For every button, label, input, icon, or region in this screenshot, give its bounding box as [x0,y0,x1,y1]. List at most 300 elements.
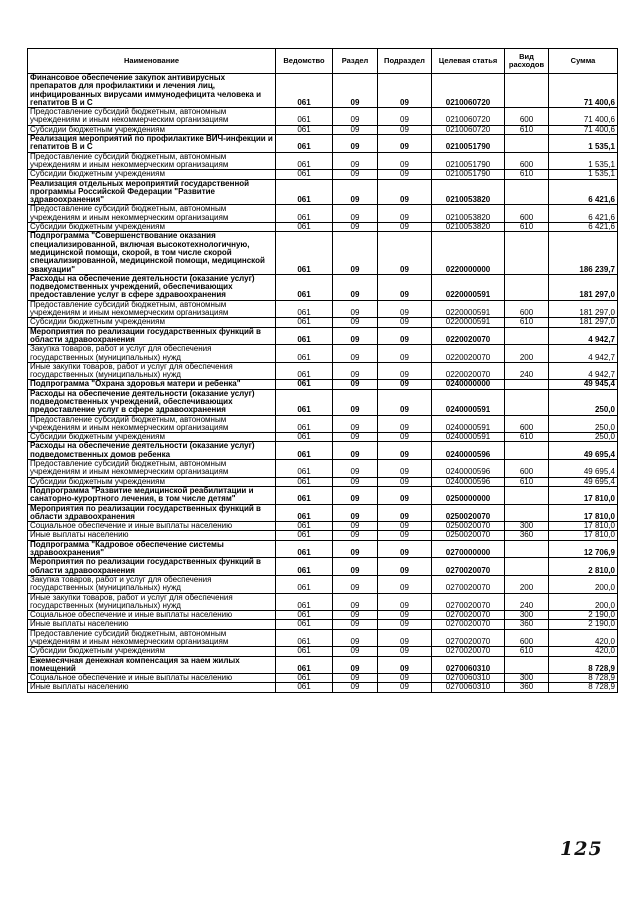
row-subsection: 09 [378,152,432,170]
row-ministry: 061 [276,593,333,611]
row-subsection: 09 [378,108,432,126]
row-name: Иные закупки товаров, работ и услуг для обеспечения государственных (муниципальных) нужд [28,362,276,380]
row-target: 0250020070 [432,504,505,522]
row-subsection: 09 [378,345,432,363]
table-row [28,415,618,433]
row-name: Иные выплаты населению [28,683,276,692]
row-name: Закупка товаров, работ и услуг для обеспечения государственных (муниципальных) нужд [28,345,276,363]
row-target: 0210053820 [432,223,505,232]
table-row [28,327,618,345]
row-name: Субсидии бюджетным учреждениям [28,433,276,442]
row-name: Мероприятия по реализации государственных функций в области здравоохранения [28,504,276,522]
table-row [28,486,618,504]
row-ministry: 061 [276,575,333,593]
row-subsection: 09 [378,433,432,442]
row-section: 09 [333,442,378,460]
row-amount: 420,0 [549,629,618,647]
row-ministry: 061 [276,380,333,389]
table-row [28,460,618,478]
row-target: 0220000000 [432,232,505,274]
row-amount: 71 400,6 [549,74,618,108]
row-section: 09 [333,477,378,486]
table-row [28,274,618,300]
row-subsection: 09 [378,179,432,205]
row-amount: 2 810,0 [549,558,618,576]
row-expense-type: 600 [505,629,549,647]
row-amount: 12 706,9 [549,540,618,558]
row-section: 09 [333,674,378,683]
row-section: 09 [333,232,378,274]
row-subsection: 09 [378,415,432,433]
table-row [28,389,618,415]
row-amount: 200,0 [549,575,618,593]
table-row [28,629,618,647]
row-ministry: 061 [276,531,333,540]
row-expense-type: 240 [505,593,549,611]
row-subsection: 09 [378,362,432,380]
row-expense-type: 240 [505,362,549,380]
row-section: 09 [333,223,378,232]
row-name: Закупка товаров, работ и услуг для обеспечения государственных (муниципальных) нужд [28,575,276,593]
row-subsection: 09 [378,223,432,232]
table-row [28,575,618,593]
row-expense-type [505,135,549,153]
row-amount: 8 728,9 [549,656,618,674]
row-amount: 6 421,6 [549,223,618,232]
row-section: 09 [333,522,378,531]
row-subsection: 09 [378,274,432,300]
row-target: 0270060310 [432,674,505,683]
row-ministry: 061 [276,327,333,345]
row-ministry: 061 [276,179,333,205]
row-amount: 2 190,0 [549,620,618,629]
row-expense-type [505,442,549,460]
row-section: 09 [333,108,378,126]
row-name: Предоставление субсидий бюджетным, автономным учреждениям и иным некоммерческим организациям [28,108,276,126]
row-subsection: 09 [378,486,432,504]
row-subsection: 09 [378,477,432,486]
row-subsection: 09 [378,135,432,153]
row-expense-type: 610 [505,477,549,486]
row-target: 0270020070 [432,575,505,593]
row-subsection: 09 [378,522,432,531]
row-subsection: 09 [378,460,432,478]
row-section: 09 [333,647,378,656]
row-section: 09 [333,656,378,674]
row-expense-type: 600 [505,460,549,478]
row-amount: 1 535,1 [549,152,618,170]
row-name: Социальное обеспечение и иные выплаты населению [28,674,276,683]
row-expense-type [505,540,549,558]
row-section: 09 [333,135,378,153]
row-amount: 2 190,0 [549,611,618,620]
row-expense-type: 600 [505,205,549,223]
row-expense-type: 360 [505,531,549,540]
row-ministry: 061 [276,656,333,674]
row-name: Расходы на обеспечение деятельности (оказание услуг) подведомственных учреждений, обеспечивающих предоставление услуг в сфере здравоохранения [28,274,276,300]
row-expense-type [505,380,549,389]
row-subsection: 09 [378,593,432,611]
header-ministry: Ведомство [276,49,333,74]
row-target: 0220000591 [432,274,505,300]
row-ministry: 061 [276,274,333,300]
row-subsection: 09 [378,647,432,656]
table-row [28,345,618,363]
row-amount: 181 297,0 [549,300,618,318]
row-ministry: 061 [276,232,333,274]
table-row [28,232,618,274]
row-target: 0210051790 [432,135,505,153]
row-subsection: 09 [378,318,432,327]
row-target: 0210060720 [432,125,505,134]
row-expense-type [505,486,549,504]
row-target: 0270020070 [432,629,505,647]
row-subsection: 09 [378,674,432,683]
table-row [28,683,618,692]
row-subsection: 09 [378,380,432,389]
row-name: Реализация отдельных мероприятий государственной программы Российской Федерации "Развитие здравоохранения" [28,179,276,205]
table-row [28,522,618,531]
header-section: Раздел [333,49,378,74]
row-section: 09 [333,504,378,522]
table-row [28,477,618,486]
table-row [28,318,618,327]
row-section: 09 [333,558,378,576]
row-subsection: 09 [378,540,432,558]
row-expense-type [505,656,549,674]
row-name: Финансовое обеспечение закупок антивирусных препаратов для профилактики и лечения лиц, инфицированных вирусами иммунодефицита человека и гепатитов B и C [28,74,276,108]
row-section: 09 [333,593,378,611]
page-number: 125 [560,838,603,860]
row-target: 0240000591 [432,415,505,433]
row-expense-type: 610 [505,433,549,442]
row-section: 09 [333,300,378,318]
row-amount: 250,0 [549,433,618,442]
row-subsection: 09 [378,558,432,576]
row-target: 0220020070 [432,345,505,363]
table-row [28,179,618,205]
row-subsection: 09 [378,611,432,620]
row-ministry: 061 [276,389,333,415]
row-target: 0210053820 [432,205,505,223]
row-expense-type [505,74,549,108]
row-amount: 17 810,0 [549,522,618,531]
table-row [28,74,618,108]
row-section: 09 [333,362,378,380]
table-row [28,647,618,656]
row-name: Социальное обеспечение и иные выплаты населению [28,522,276,531]
row-target: 0270020070 [432,558,505,576]
row-target: 0270000000 [432,540,505,558]
row-section: 09 [333,327,378,345]
row-target: 0240000000 [432,380,505,389]
row-section: 09 [333,170,378,179]
row-section: 09 [333,179,378,205]
row-subsection: 09 [378,442,432,460]
row-expense-type: 610 [505,125,549,134]
row-expense-type: 610 [505,223,549,232]
table-row [28,152,618,170]
header-subsection: Подраздел [378,49,432,74]
row-section: 09 [333,486,378,504]
row-subsection: 09 [378,620,432,629]
row-amount: 186 239,7 [549,232,618,274]
row-ministry: 061 [276,477,333,486]
row-target: 0240000591 [432,389,505,415]
row-amount: 181 297,0 [549,318,618,327]
table-row [28,125,618,134]
row-expense-type: 360 [505,620,549,629]
row-ministry: 061 [276,345,333,363]
row-name: Мероприятия по реализации государственных функций в области здравоохранения [28,327,276,345]
row-subsection: 09 [378,683,432,692]
row-ministry: 061 [276,504,333,522]
table-row [28,380,618,389]
row-expense-type: 300 [505,674,549,683]
row-section: 09 [333,345,378,363]
row-expense-type: 360 [505,683,549,692]
row-target: 0220020070 [432,362,505,380]
header-name: Наименование [28,49,276,74]
row-amount: 6 421,6 [549,205,618,223]
row-expense-type [505,504,549,522]
row-expense-type: 600 [505,415,549,433]
row-amount: 71 400,6 [549,108,618,126]
row-section: 09 [333,629,378,647]
row-ministry: 061 [276,108,333,126]
row-amount: 49 945,4 [549,380,618,389]
row-ministry: 061 [276,135,333,153]
row-name: Субсидии бюджетным учреждениям [28,477,276,486]
table-row [28,593,618,611]
row-amount: 6 421,6 [549,179,618,205]
row-target: 0250020070 [432,522,505,531]
row-name: Подпрограмма "Охрана здоровья матери и ребенка" [28,380,276,389]
row-target: 0210060720 [432,108,505,126]
row-target: 0270020070 [432,611,505,620]
row-ministry: 061 [276,558,333,576]
row-ministry: 061 [276,318,333,327]
row-name: Иные закупки товаров, работ и услуг для обеспечения государственных (муниципальных) нужд [28,593,276,611]
row-section: 09 [333,205,378,223]
row-amount: 250,0 [549,415,618,433]
table-row [28,674,618,683]
row-section: 09 [333,620,378,629]
row-name: Ежемесячная денежная компенсация за наем жилых помещений [28,656,276,674]
row-ministry: 061 [276,170,333,179]
row-expense-type: 610 [505,318,549,327]
row-name: Предоставление субсидий бюджетным, автономным учреждениям и иным некоммерческим организациям [28,300,276,318]
row-amount: 4 942,7 [549,362,618,380]
row-ministry: 061 [276,300,333,318]
row-amount: 1 535,1 [549,170,618,179]
row-target: 0270020070 [432,620,505,629]
row-name: Иные выплаты населению [28,620,276,629]
row-name: Иные выплаты населению [28,531,276,540]
row-expense-type [505,232,549,274]
row-name: Предоставление субсидий бюджетным, автономным учреждениям и иным некоммерческим организациям [28,629,276,647]
row-target: 0240000596 [432,442,505,460]
row-subsection: 09 [378,504,432,522]
row-subsection: 09 [378,531,432,540]
row-amount: 71 400,6 [549,125,618,134]
row-expense-type [505,558,549,576]
row-section: 09 [333,415,378,433]
row-section: 09 [333,460,378,478]
table-row [28,656,618,674]
row-target: 0210053820 [432,179,505,205]
row-name: Предоставление субсидий бюджетным, автономным учреждениям и иным некоммерческим организациям [28,460,276,478]
row-expense-type: 200 [505,345,549,363]
row-subsection: 09 [378,327,432,345]
table-row [28,620,618,629]
row-amount: 17 810,0 [549,531,618,540]
row-name: Расходы на обеспечение деятельности (оказание услуг) подведомственных учреждений, обеспечивающих предоставление услуг в сфере здравоохранения [28,389,276,415]
row-section: 09 [333,380,378,389]
row-expense-type: 600 [505,108,549,126]
table-row [28,504,618,522]
table-row [28,611,618,620]
row-ministry: 061 [276,415,333,433]
row-name: Подпрограмма "Совершенствование оказания специализированной, включая высокотехнологичную, медицинской помощи, скорой, в том числе скорой специализированной, медицинской помощи, медицинской эвакуации" [28,232,276,274]
row-amount: 4 942,7 [549,345,618,363]
row-name: Субсидии бюджетным учреждениям [28,223,276,232]
row-expense-type: 200 [505,575,549,593]
row-amount: 1 535,1 [549,135,618,153]
row-name: Субсидии бюджетным учреждениям [28,647,276,656]
row-amount: 200,0 [549,593,618,611]
table-row [28,433,618,442]
row-target: 0210060720 [432,74,505,108]
table-row [28,531,618,540]
table-row [28,223,618,232]
row-ministry: 061 [276,205,333,223]
row-section: 09 [333,575,378,593]
row-amount: 8 728,9 [549,674,618,683]
row-expense-type [505,327,549,345]
row-ministry: 061 [276,152,333,170]
row-name: Субсидии бюджетным учреждениям [28,170,276,179]
row-ministry: 061 [276,433,333,442]
row-name: Субсидии бюджетным учреждениям [28,318,276,327]
table-row [28,108,618,126]
row-ministry: 061 [276,362,333,380]
row-ministry: 061 [276,683,333,692]
row-target: 0250000000 [432,486,505,504]
row-target: 0250020070 [432,531,505,540]
row-ministry: 061 [276,74,333,108]
row-amount: 49 695,4 [549,442,618,460]
row-expense-type [505,274,549,300]
row-section: 09 [333,74,378,108]
row-name: Расходы на обеспечение деятельности (оказание услуг) подведомственных домов ребенка [28,442,276,460]
row-name: Подпрограмма "Кадровое обеспечение системы здравоохранения" [28,540,276,558]
row-amount: 420,0 [549,647,618,656]
row-amount: 8 728,9 [549,683,618,692]
row-section: 09 [333,540,378,558]
row-target: 0270060310 [432,656,505,674]
table-row [28,170,618,179]
table-row [28,300,618,318]
row-target: 0240000596 [432,477,505,486]
table-row [28,442,618,460]
row-subsection: 09 [378,389,432,415]
row-ministry: 061 [276,647,333,656]
row-section: 09 [333,125,378,134]
row-target: 0270060310 [432,683,505,692]
row-subsection: 09 [378,205,432,223]
row-target: 0220020070 [432,327,505,345]
row-amount: 49 695,4 [549,460,618,478]
row-amount: 250,0 [549,389,618,415]
row-section: 09 [333,433,378,442]
header-target: Целевая статья [432,49,505,74]
row-ministry: 061 [276,629,333,647]
row-amount: 4 942,7 [549,327,618,345]
row-subsection: 09 [378,232,432,274]
row-name: Подпрограмма "Развитие медицинской реабилитации и санаторно-курортного лечения, в том числе детям" [28,486,276,504]
row-expense-type: 600 [505,152,549,170]
row-ministry: 061 [276,674,333,683]
row-subsection: 09 [378,575,432,593]
header-amount: Сумма [549,49,618,74]
row-section: 09 [333,389,378,415]
row-target: 0220000591 [432,318,505,327]
table-header-row [28,49,618,74]
row-expense-type [505,389,549,415]
row-target: 0270020070 [432,647,505,656]
row-expense-type: 610 [505,170,549,179]
row-section: 09 [333,318,378,327]
budget-table [27,48,618,693]
row-amount: 17 810,0 [549,486,618,504]
row-ministry: 061 [276,611,333,620]
row-subsection: 09 [378,74,432,108]
row-ministry: 061 [276,442,333,460]
table-row [28,540,618,558]
row-expense-type: 300 [505,522,549,531]
row-ministry: 061 [276,620,333,629]
row-target: 0210051790 [432,170,505,179]
row-section: 09 [333,683,378,692]
header-expense-type: Вид расходов [505,49,549,74]
row-subsection: 09 [378,125,432,134]
row-ministry: 061 [276,125,333,134]
row-name: Предоставление субсидий бюджетным, автономным учреждениям и иным некоммерческим организациям [28,152,276,170]
row-amount: 17 810,0 [549,504,618,522]
row-ministry: 061 [276,223,333,232]
row-target: 0240000596 [432,460,505,478]
row-section: 09 [333,611,378,620]
row-target: 0210051790 [432,152,505,170]
row-name: Социальное обеспечение и иные выплаты населению [28,611,276,620]
row-name: Субсидии бюджетным учреждениям [28,125,276,134]
row-section: 09 [333,152,378,170]
row-section: 09 [333,531,378,540]
row-name: Предоставление субсидий бюджетным, автономным учреждениям и иным некоммерческим организациям [28,415,276,433]
table-row [28,362,618,380]
row-target: 0270020070 [432,593,505,611]
row-name: Предоставление субсидий бюджетным, автономным учреждениям и иным некоммерческим организациям [28,205,276,223]
row-name: Реализация мероприятий по профилактике ВИЧ-инфекции и гепатитов B и C [28,135,276,153]
row-section: 09 [333,274,378,300]
row-name: Мероприятия по реализации государственных функций в области здравоохранения [28,558,276,576]
row-ministry: 061 [276,460,333,478]
row-subsection: 09 [378,170,432,179]
table-row [28,558,618,576]
row-subsection: 09 [378,629,432,647]
row-subsection: 09 [378,300,432,318]
